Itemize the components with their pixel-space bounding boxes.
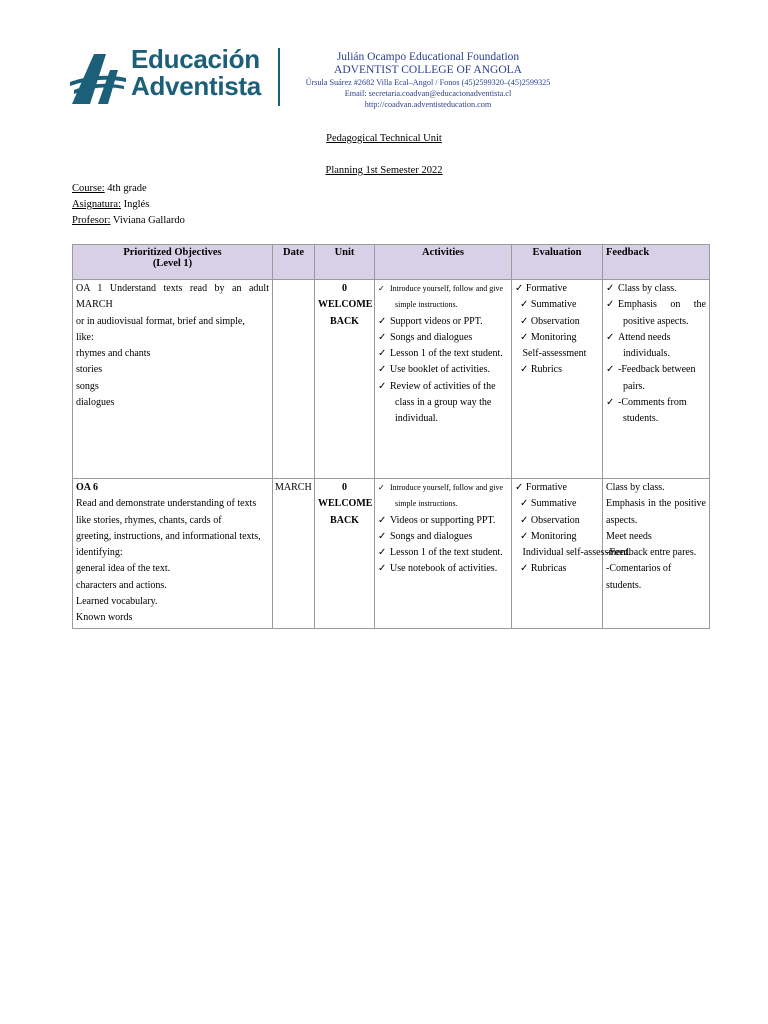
teacher-value: Viviana Gallardo xyxy=(110,215,185,226)
objective-line: Known words xyxy=(76,612,133,624)
evaluation-text: Monitoring xyxy=(530,530,577,542)
activity-text: Introduce yourself, follow and give simple instructions. xyxy=(390,284,504,310)
educacion-adventista-logo xyxy=(68,46,283,108)
unit-name-line1: WELCOME xyxy=(318,498,373,510)
objective-line: Learned vocabulary. xyxy=(76,596,158,608)
activities-cell xyxy=(375,479,512,629)
evaluation-item xyxy=(515,545,631,561)
objective-title: OA 6 xyxy=(76,482,98,493)
objective-cell xyxy=(73,479,273,629)
checkmark-icon: ✓ xyxy=(378,483,385,492)
feedback-text: Meet needs xyxy=(606,530,652,542)
teacher-label: Profesor: xyxy=(72,215,111,226)
unit-cell xyxy=(315,280,375,479)
checkmark-icon: ✓ xyxy=(378,331,387,343)
objective-line: stories xyxy=(76,364,103,376)
date-cell xyxy=(273,280,315,479)
unit-cell xyxy=(315,479,375,629)
activity-item xyxy=(378,281,508,314)
feedback-item xyxy=(606,330,706,363)
org-website: http://coadvan.adventisteducation.com xyxy=(364,100,492,109)
subject-line xyxy=(72,197,185,213)
adventist-flame-a-icon xyxy=(68,48,128,106)
checkmark-icon: ✓ xyxy=(515,482,526,493)
table-row xyxy=(73,280,710,479)
logo-line-1: Educación xyxy=(131,44,260,74)
objective-line: songs xyxy=(76,380,99,392)
evaluation-item xyxy=(515,496,599,512)
feedback-cell xyxy=(603,479,710,629)
checkmark-icon: ✓ xyxy=(378,380,387,392)
objective-line: like stories, rhymes, chants, cards of xyxy=(76,514,222,526)
header-objectives-line2: (Level 1) xyxy=(152,258,193,269)
activity-item xyxy=(378,330,508,346)
objective-line: greeting, instructions, and informational texts, xyxy=(76,530,261,542)
activity-item xyxy=(378,314,508,330)
objective-line: Read and demonstrate understanding of texts xyxy=(76,498,257,510)
header-unit: Unit xyxy=(315,245,375,280)
activity-text: Introduce yourself, follow and give simple instructions. xyxy=(390,483,504,509)
evaluation-text: Summative xyxy=(530,299,577,311)
feedback-text: Class by class. xyxy=(618,283,677,294)
feedback-text: -Feedback between pairs. xyxy=(618,364,696,392)
checkmark-icon: ✓ xyxy=(606,331,615,343)
feedback-item xyxy=(606,395,706,428)
checkmark-icon: ✓ xyxy=(378,530,387,542)
objective-line: or in audiovisual format, brief and simple, xyxy=(76,315,245,327)
checkmark-icon: ✓ xyxy=(378,514,387,526)
activity-text: Lesson 1 of the text student. xyxy=(390,348,503,360)
checkmark-icon: ✓ xyxy=(606,397,615,409)
evaluation-text: Formative xyxy=(525,482,567,493)
evaluation-item xyxy=(515,297,599,313)
checkmark-icon: ✓ xyxy=(520,563,531,575)
objective-line: OA 1 Understand texts read by an adult MARCH xyxy=(76,283,269,311)
checkmark-icon: ✓ xyxy=(378,547,387,559)
checkmark-icon: ✓ xyxy=(520,530,531,542)
activity-text: Support videos or PPT. xyxy=(390,315,483,327)
unit-title: Pedagogical Technical Unit xyxy=(326,133,442,144)
activity-text: Use booklet of activities. xyxy=(390,364,490,376)
objective-line: dialogues xyxy=(76,397,115,409)
evaluation-item xyxy=(515,561,599,577)
feedback-item xyxy=(606,297,706,330)
header-objectives-line1: Prioritized Objectives xyxy=(123,247,222,258)
evaluation-text: Observation xyxy=(530,514,580,526)
checkmark-icon: ✓ xyxy=(520,364,531,376)
unit-number: 0 xyxy=(342,283,347,294)
evaluation-item xyxy=(515,281,599,297)
feedback-item xyxy=(606,362,706,395)
course-value: 4th grade xyxy=(104,183,147,194)
evaluation-item xyxy=(515,480,599,496)
planning-table xyxy=(72,244,710,629)
checkmark-icon: ✓ xyxy=(520,514,531,526)
evaluation-text: Observation xyxy=(530,315,580,327)
college-name: ADVENTIST COLLEGE OF ANGOLA xyxy=(334,64,522,76)
header-date: Date xyxy=(273,245,315,280)
activity-item xyxy=(378,529,508,545)
header-divider xyxy=(278,48,280,106)
evaluation-item xyxy=(515,314,599,330)
teacher-line xyxy=(72,213,185,229)
objective-line: characters and actions. xyxy=(76,579,167,591)
unit-name-line2: BACK xyxy=(330,315,359,327)
feedback-text: -Feedback entre pares. xyxy=(606,547,697,559)
objective-line: general idea of the text. xyxy=(76,563,171,575)
objective-line: rhymes and chants xyxy=(76,348,151,360)
feedback-text: Emphasis on the positive aspects. xyxy=(618,299,706,327)
activity-text: Lesson 1 of the text student. xyxy=(390,547,503,559)
evaluation-item xyxy=(515,513,599,529)
table-header-row xyxy=(73,245,710,280)
activity-item xyxy=(378,513,508,529)
evaluation-item xyxy=(515,529,599,545)
feedback-text: Attend needs individuals. xyxy=(618,331,671,360)
checkmark-icon: ✓ xyxy=(378,563,387,575)
evaluation-cell xyxy=(512,280,603,479)
objective-line: like: xyxy=(76,331,94,343)
objective-cell xyxy=(73,280,273,479)
table-row xyxy=(73,479,710,629)
subject-value: Inglés xyxy=(121,199,150,210)
activity-item xyxy=(378,480,508,513)
feedback-item xyxy=(606,281,706,297)
checkmark-icon: ✓ xyxy=(378,348,387,360)
activity-item xyxy=(378,346,508,362)
feedback-cell xyxy=(603,280,710,479)
checkmark-icon: ✓ xyxy=(606,283,615,294)
evaluation-item xyxy=(515,346,599,362)
unit-name-line1: WELCOME xyxy=(318,299,373,311)
header-feedback: Feedback xyxy=(603,245,710,280)
feedback-text: -Comentarios of students. xyxy=(606,563,672,591)
feedback-text: Class by class. xyxy=(606,482,665,493)
evaluation-item xyxy=(515,362,599,378)
date-cell: MARCH xyxy=(273,479,315,629)
activity-item xyxy=(378,362,508,378)
feedback-text: Emphasis in the positive aspects. xyxy=(606,498,706,526)
checkmark-icon: ✓ xyxy=(378,284,385,293)
planning-title: Planning 1st Semester 2022 xyxy=(325,165,443,176)
evaluation-text: Rubricas xyxy=(530,563,567,575)
checkmark-icon: ✓ xyxy=(520,299,531,311)
org-email: Email: secretaria.coadvan@educacionadventista.cl xyxy=(344,89,512,98)
checkmark-icon: ✓ xyxy=(378,364,387,376)
course-line xyxy=(72,181,185,197)
unit-name-line2: BACK xyxy=(330,514,359,526)
unit-number: 0 xyxy=(342,482,347,493)
checkmark-icon: ✓ xyxy=(515,283,526,294)
checkmark-icon: ✓ xyxy=(520,498,531,510)
activity-text: Review of activities of the class in a group way the individual. xyxy=(390,380,496,425)
activities-cell xyxy=(375,280,512,479)
course-info xyxy=(72,181,185,229)
evaluation-text: Rubrics xyxy=(530,364,562,376)
checkmark-icon: ✓ xyxy=(606,299,615,311)
logo-line-2: Adventista xyxy=(131,71,261,101)
checkmark-icon: ✓ xyxy=(606,364,615,376)
activity-item xyxy=(378,545,508,561)
checkmark-icon: ✓ xyxy=(520,331,531,343)
objective-line: identifying: xyxy=(76,547,123,559)
evaluation-item xyxy=(515,330,599,346)
evaluation-text: Summative xyxy=(530,498,577,510)
checkmark-icon: ✓ xyxy=(378,315,387,327)
org-address: Úrsula Suárez #2682 Villa Ecal–Angol / Fonos (45)2599320–(45)2599325 xyxy=(305,78,551,87)
checkmark-icon: ✓ xyxy=(520,315,531,327)
header-activities: Activities xyxy=(375,245,512,280)
evaluation-text: Monitoring xyxy=(530,331,577,343)
header-evaluation: Evaluation xyxy=(512,245,603,280)
activity-text: Use notebook of activities. xyxy=(390,563,498,575)
org-name: Julián Ocampo Educational Foundation xyxy=(336,51,520,63)
evaluation-text: Individual self-assessment. xyxy=(522,547,631,559)
activity-text: Songs and dialogues xyxy=(390,530,473,542)
logo-wordmark xyxy=(131,46,261,100)
activity-item xyxy=(378,379,508,428)
activity-item xyxy=(378,561,508,577)
course-label: Course: xyxy=(72,183,105,194)
evaluation-text: Self-assessment xyxy=(522,348,587,360)
subject-label: Asignatura: xyxy=(72,199,121,210)
organization-header xyxy=(305,51,551,110)
feedback-text: -Comments from students. xyxy=(618,397,687,425)
evaluation-text: Formative xyxy=(525,283,567,294)
header-objectives xyxy=(73,245,273,280)
activity-text: Videos or supporting PPT. xyxy=(390,514,496,526)
activity-text: Songs and dialogues xyxy=(390,331,473,343)
